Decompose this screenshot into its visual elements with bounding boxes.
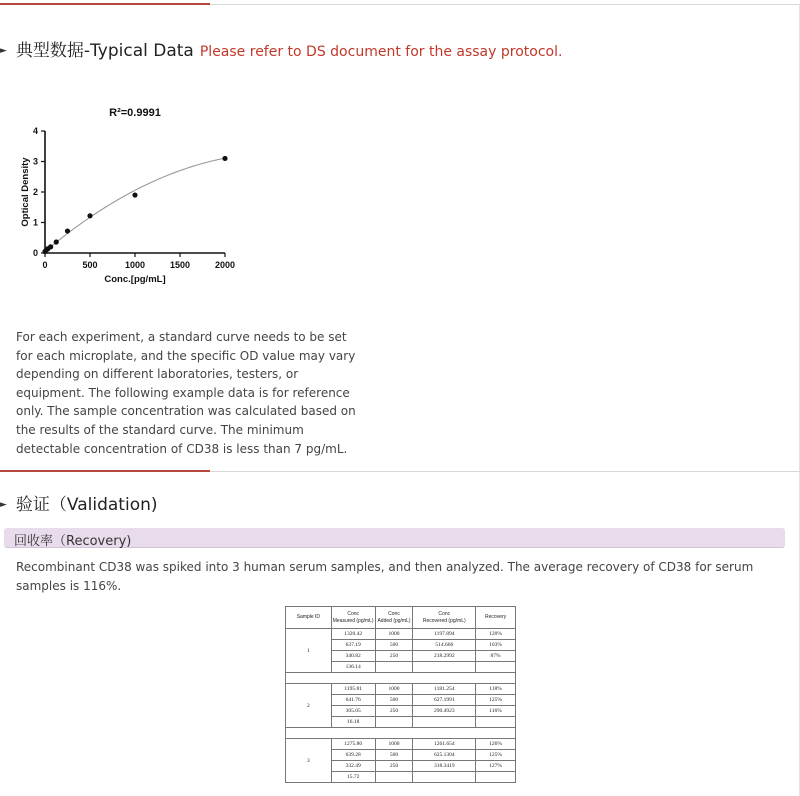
table-spacer-row bbox=[286, 728, 516, 739]
table-cell: 103% bbox=[476, 640, 516, 651]
typical-data-description: For each experiment, a standard curve needs to be set for each microplate, and the specific OD value may vary depending on different laboratories, testers, or equipment. The following example data is for reference only. The sample concentration was calculated based on the results of the standard curve. The minimum detectable concentration of CD38 is less than 7 pg/mL. bbox=[16, 330, 356, 456]
x-axis-label: Conc.[pg/mL] bbox=[104, 274, 166, 285]
data-point bbox=[87, 213, 92, 218]
recovery-table-image bbox=[285, 606, 516, 786]
table-cell bbox=[476, 772, 516, 783]
table-header-cell: Sample ID bbox=[286, 607, 332, 629]
table-cell: 250 bbox=[375, 706, 413, 717]
table-cell: 1261.654 bbox=[413, 739, 476, 750]
table-cell: 1275.80 bbox=[331, 739, 375, 750]
y-tick-label: 4 bbox=[32, 126, 38, 136]
data-point bbox=[132, 192, 137, 197]
table-cell: 125% bbox=[476, 695, 516, 706]
table-cell bbox=[375, 662, 413, 673]
table-cell: 250 bbox=[375, 651, 413, 662]
table-cell: 500 bbox=[375, 750, 413, 761]
y-tick-label: 1 bbox=[32, 217, 38, 228]
table-cell: 332.49 bbox=[331, 761, 375, 772]
table-header-cell: Conc Measured (pg/mL) bbox=[331, 607, 375, 629]
recovery-description: Recombinant CD38 was spiked into 3 human serum samples, and then analyzed. The average recovery of CD38 for serum samples is 116%. bbox=[16, 560, 754, 593]
table-cell: 120% bbox=[476, 629, 516, 640]
table-cell bbox=[476, 717, 516, 728]
sample-id-cell: 1 bbox=[286, 629, 332, 673]
table-cell: 218.2992 bbox=[413, 651, 476, 662]
table-cell bbox=[413, 717, 476, 728]
table-cell: 318.3419 bbox=[413, 761, 476, 772]
data-point bbox=[48, 244, 53, 249]
y-tick-label: 0 bbox=[32, 248, 38, 258]
table-cell bbox=[375, 717, 413, 728]
table-cell: 118% bbox=[476, 684, 516, 695]
table-cell: 637.19 bbox=[331, 640, 375, 651]
y-axis-label: Optical Density bbox=[20, 157, 31, 227]
table-cell: 641.76 bbox=[331, 695, 375, 706]
table-cell: 340.82 bbox=[331, 651, 375, 662]
x-tick-label: 1000 bbox=[124, 260, 146, 270]
table-header-cell: Recovery bbox=[476, 607, 516, 629]
table-cell: 1195.81 bbox=[331, 684, 375, 695]
table-cell bbox=[476, 662, 516, 673]
table-cell: 125% bbox=[476, 750, 516, 761]
standard-curve-chart bbox=[10, 100, 250, 290]
x-tick-label: 2000 bbox=[214, 260, 236, 270]
table-row bbox=[286, 739, 516, 750]
recovery-subheading bbox=[4, 528, 785, 548]
table-header-cell: Conc Added (pg/mL) bbox=[375, 607, 413, 629]
x-tick-label: 0 bbox=[42, 260, 48, 270]
chart-title: R²=0.9991 bbox=[109, 107, 161, 119]
table-row bbox=[286, 684, 516, 695]
table-cell bbox=[413, 772, 476, 783]
bullet-icon: ► bbox=[0, 46, 7, 56]
table-cell: 500 bbox=[375, 640, 413, 651]
data-point bbox=[222, 156, 227, 161]
x-tick-label: 1500 bbox=[169, 260, 191, 270]
table-cell: 1320.42 bbox=[331, 629, 375, 640]
table-cell: 500 bbox=[375, 695, 413, 706]
table-cell: 1000 bbox=[375, 629, 413, 640]
table-cell: 127% bbox=[476, 761, 516, 772]
data-point bbox=[65, 228, 70, 233]
table-cell: 627.1991 bbox=[413, 695, 476, 706]
top-divider bbox=[0, 0, 800, 6]
table-cell: 639.28 bbox=[331, 750, 375, 761]
sample-id-cell: 3 bbox=[286, 739, 332, 783]
x-tick-label: 500 bbox=[82, 260, 98, 270]
table-cell: 625.1304 bbox=[413, 750, 476, 761]
table-cell: 514.666 bbox=[413, 640, 476, 651]
protocol-note: Please refer to DS document for the assay protocol. bbox=[199, 44, 563, 60]
table-cell: 305.05 bbox=[331, 706, 375, 717]
table-cell: 126% bbox=[476, 739, 516, 750]
section-title: 验证（Validation) bbox=[15, 495, 158, 515]
table-cell: 1181.254 bbox=[413, 684, 476, 695]
fit-curve bbox=[45, 158, 225, 251]
table-spacer-row bbox=[286, 673, 516, 684]
table-cell: 250 bbox=[375, 761, 413, 772]
table-cell: 136.14 bbox=[331, 662, 375, 673]
recovery-table bbox=[285, 606, 516, 783]
validation-heading bbox=[0, 490, 158, 515]
y-tick-label: 2 bbox=[32, 187, 38, 197]
table-header-cell: Conc Recovered (pg/mL) bbox=[413, 607, 476, 629]
table-cell: 87% bbox=[476, 651, 516, 662]
section-divider bbox=[0, 470, 800, 473]
table-row bbox=[286, 629, 516, 640]
table-cell bbox=[413, 662, 476, 673]
table-cell: 1000 bbox=[375, 684, 413, 695]
section-title: 典型数据-Typical Data bbox=[15, 41, 194, 61]
table-cell: 15.72 bbox=[331, 772, 375, 783]
y-tick-label: 3 bbox=[32, 156, 38, 167]
table-cell: 1197.894 bbox=[413, 629, 476, 640]
sample-id-cell: 2 bbox=[286, 684, 332, 728]
bullet-icon: ► bbox=[0, 500, 7, 510]
table-cell: 16.18 bbox=[331, 717, 375, 728]
table-cell: 290.4923 bbox=[413, 706, 476, 717]
table-cell: 116% bbox=[476, 706, 516, 717]
typical-data-heading bbox=[0, 36, 562, 61]
data-point bbox=[54, 239, 59, 244]
table-cell bbox=[375, 772, 413, 783]
recovery-label: 回收率（Recovery) bbox=[14, 534, 132, 549]
table-cell: 1000 bbox=[375, 739, 413, 750]
table-header-row bbox=[286, 607, 516, 629]
